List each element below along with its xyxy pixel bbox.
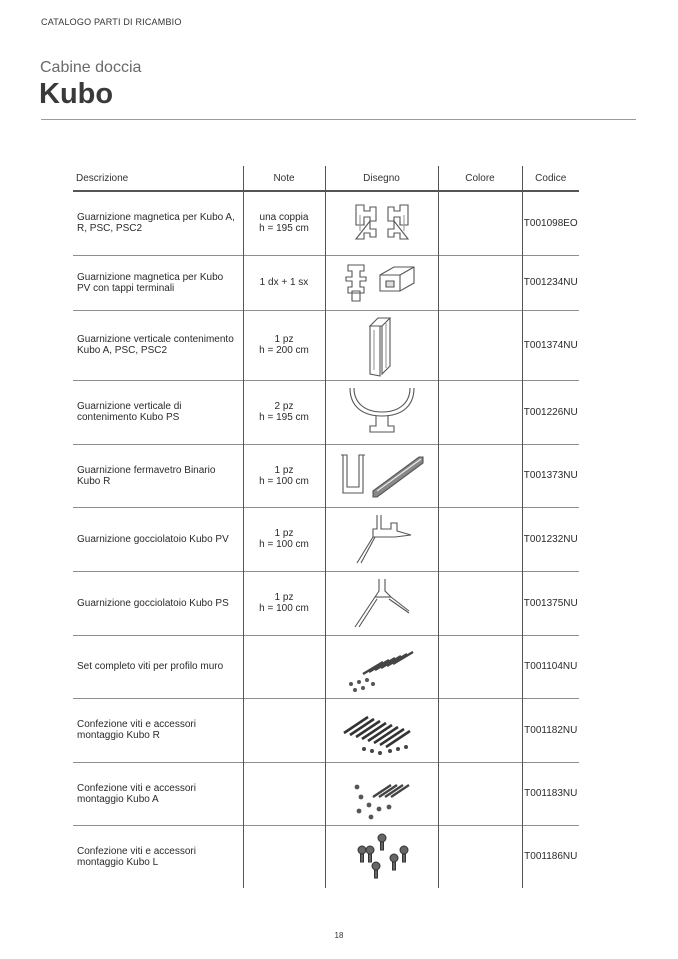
- row-code: T001186NU: [522, 825, 579, 888]
- wall-profile-screws-icon: [337, 640, 427, 694]
- row-color: [438, 698, 522, 762]
- row-description: Confezione viti e accessori montaggio Kubo R: [73, 698, 243, 762]
- row-code: T001183NU: [522, 762, 579, 825]
- table-row: [73, 191, 579, 255]
- row-note: una coppia h = 195 cm: [243, 191, 325, 255]
- row-code: T001232NU: [522, 507, 579, 571]
- curved-gasket-icon: [344, 384, 420, 440]
- row-description: Set completo viti per profilo muro: [73, 635, 243, 698]
- row-color: [438, 310, 522, 380]
- row-code: T001182NU: [522, 698, 579, 762]
- drip-gasket-pv-icon: [349, 511, 415, 567]
- row-note: [243, 635, 325, 698]
- row-color: [438, 255, 522, 310]
- row-code: T001373NU: [522, 444, 579, 507]
- row-description: Confezione viti e accessori montaggio Kubo A: [73, 762, 243, 825]
- row-drawing: [325, 762, 438, 825]
- row-description: Guarnizione verticale contenimento Kubo A, PSC, PSC2: [73, 310, 243, 380]
- row-note: 1 pz h = 100 cm: [243, 507, 325, 571]
- drip-gasket-ps-icon: [349, 575, 415, 631]
- table-row: [73, 310, 579, 380]
- vertical-gasket-profile-icon: [362, 312, 402, 378]
- magnetic-gasket-pair-icon: [350, 201, 414, 245]
- parts-table: [73, 166, 579, 888]
- screw-kit-kubo-l-icon: [342, 830, 422, 884]
- row-code: T001226NU: [522, 380, 579, 444]
- row-drawing: [325, 698, 438, 762]
- table-row: [73, 698, 579, 762]
- row-drawing: [325, 255, 438, 310]
- row-code: T001098EO: [522, 191, 579, 255]
- row-drawing: [325, 825, 438, 888]
- screw-kit-kubo-r-icon: [334, 703, 430, 757]
- row-code: T001375NU: [522, 571, 579, 635]
- table-row: [73, 635, 579, 698]
- column-header-description: Descrizione: [73, 166, 243, 191]
- row-color: [438, 571, 522, 635]
- row-drawing: [325, 571, 438, 635]
- row-description: Guarnizione magnetica per Kubo A, R, PSC, PSC2: [77, 212, 235, 235]
- row-drawing: [325, 507, 438, 571]
- row-color: [438, 191, 522, 255]
- row-description: Guarnizione fermavetro Binario Kubo R: [73, 444, 243, 507]
- row-color: [438, 380, 522, 444]
- column-header-note: Note: [243, 166, 325, 191]
- row-description: Guarnizione magnetica per Kubo PV con tappi terminali: [73, 255, 243, 310]
- table-row: [73, 444, 579, 507]
- magnetic-gasket-end-caps-icon: [344, 261, 420, 305]
- glass-stop-gasket-icon: [337, 451, 427, 501]
- row-description: Guarnizione gocciolatoio Kubo PV: [73, 507, 243, 571]
- page-title: Kubo: [39, 78, 114, 110]
- screw-kit-kubo-a-icon: [339, 767, 425, 821]
- table-row: [73, 762, 579, 825]
- row-color: [438, 762, 522, 825]
- row-drawing: [325, 191, 438, 255]
- table-row: [73, 255, 579, 310]
- row-description: Confezione viti e accessori montaggio Kubo L: [73, 825, 243, 888]
- table-row: [73, 571, 579, 635]
- column-header-drawing: Disegno: [325, 166, 438, 191]
- row-drawing: [325, 444, 438, 507]
- column-header-code: Codice: [522, 166, 579, 191]
- table-header-row: [73, 166, 579, 191]
- row-note: [243, 825, 325, 888]
- row-note: 1 dx + 1 sx: [243, 255, 325, 310]
- table-row: [73, 380, 579, 444]
- row-code: T001104NU: [522, 635, 579, 698]
- section-subtitle: Cabine doccia: [40, 59, 142, 76]
- row-code: T001234NU: [522, 255, 579, 310]
- row-drawing: [325, 380, 438, 444]
- row-note: 1 pz h = 200 cm: [243, 310, 325, 380]
- row-drawing: [325, 635, 438, 698]
- table-row: [73, 825, 579, 888]
- row-color: [438, 825, 522, 888]
- title-divider: [41, 119, 636, 120]
- row-note: 1 pz h = 100 cm: [243, 571, 325, 635]
- row-note: [243, 698, 325, 762]
- catalog-header-label: CATALOGO PARTI DI RICAMBIO: [41, 17, 182, 27]
- row-drawing: [325, 310, 438, 380]
- row-note: [243, 762, 325, 825]
- column-header-color: Colore: [438, 166, 522, 191]
- row-description: Guarnizione gocciolatoio Kubo PS: [73, 571, 243, 635]
- page-number: 18: [334, 931, 344, 940]
- row-note: 2 pz h = 195 cm: [243, 380, 325, 444]
- row-color: [438, 444, 522, 507]
- row-note: 1 pz h = 100 cm: [243, 444, 325, 507]
- table-row: [73, 507, 579, 571]
- row-color: [438, 507, 522, 571]
- row-description: Guarnizione verticale di contenimento Kubo PS: [73, 380, 243, 444]
- row-code: T001374NU: [522, 310, 579, 380]
- row-color: [438, 635, 522, 698]
